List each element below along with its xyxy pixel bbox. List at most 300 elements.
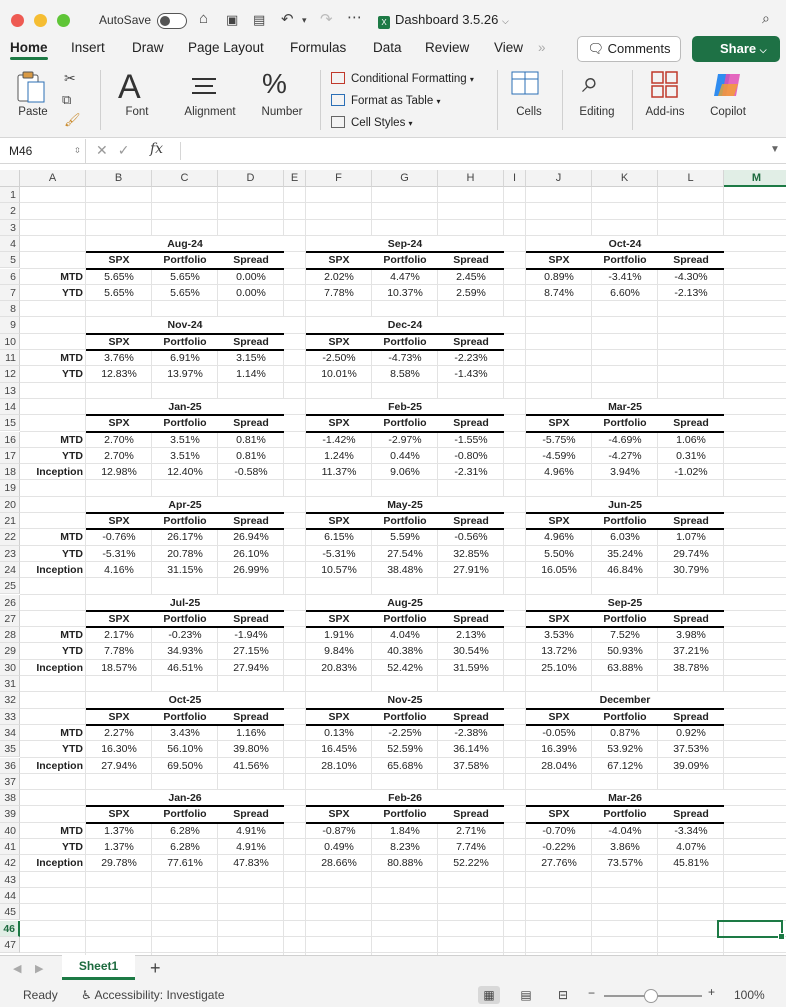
- row-header[interactable]: 39: [0, 806, 20, 822]
- tab-formulas[interactable]: Formulas: [290, 40, 347, 55]
- cell-value[interactable]: 26.99%: [233, 563, 269, 576]
- row-header[interactable]: 20: [0, 497, 20, 513]
- cell-value[interactable]: 0.13%: [324, 726, 354, 739]
- copilot-button[interactable]: [700, 64, 756, 138]
- cell-value[interactable]: -4.04%: [608, 824, 642, 837]
- page-layout-view-button[interactable]: ▤: [520, 988, 532, 1002]
- cell-value[interactable]: -2.38%: [454, 726, 488, 739]
- cell-value[interactable]: 38.78%: [673, 661, 709, 674]
- row-label-inception: Inception: [36, 661, 83, 674]
- cell-value[interactable]: 27.91%: [453, 563, 489, 576]
- cell-value[interactable]: 39.09%: [673, 759, 709, 772]
- cell-value[interactable]: -4.73%: [388, 352, 422, 364]
- cell-value[interactable]: 69.50%: [167, 759, 203, 772]
- cell-value[interactable]: 26.94%: [233, 531, 269, 544]
- row-header[interactable]: 3: [0, 220, 20, 236]
- cell-value[interactable]: 0.81%: [236, 449, 266, 462]
- cell-value[interactable]: 4.47%: [390, 270, 420, 283]
- cell-value[interactable]: 26.17%: [167, 531, 203, 544]
- cell-value[interactable]: -5.31%: [322, 547, 356, 560]
- font-button[interactable]: [108, 64, 166, 138]
- cell-value[interactable]: -2.23%: [454, 352, 488, 364]
- row-header[interactable]: 38: [0, 790, 20, 806]
- cell-value[interactable]: 1.24%: [324, 449, 354, 462]
- cell-value[interactable]: 41.56%: [233, 759, 269, 772]
- cell-value[interactable]: 5.65%: [104, 270, 134, 283]
- tab-review[interactable]: Review: [425, 40, 470, 55]
- cell-value[interactable]: 27.94%: [233, 661, 269, 674]
- cell-value[interactable]: 2.45%: [456, 270, 486, 283]
- cell-value[interactable]: -1.94%: [234, 629, 268, 642]
- cell-value[interactable]: -0.87%: [322, 824, 356, 837]
- cell-value[interactable]: 10.57%: [321, 563, 357, 576]
- cell-value[interactable]: 3.43%: [170, 726, 200, 739]
- row-header[interactable]: 31: [0, 676, 20, 692]
- cell-value[interactable]: 36.14%: [453, 743, 489, 756]
- cell-value[interactable]: -2.13%: [674, 286, 708, 299]
- cell-value[interactable]: 31.59%: [453, 661, 489, 674]
- cell-value[interactable]: 16.45%: [321, 743, 357, 756]
- cell-value[interactable]: 50.93%: [607, 645, 643, 658]
- accessibility-status[interactable]: [81, 988, 225, 1002]
- cell-value[interactable]: 18.57%: [101, 661, 137, 674]
- cell-value[interactable]: 80.88%: [387, 857, 423, 870]
- formula-input[interactable]: [180, 142, 764, 160]
- zoom-window-button[interactable]: [57, 14, 70, 27]
- editing-button[interactable]: [568, 64, 626, 138]
- column-label: Spread: [218, 806, 284, 822]
- column-label: Portfolio: [152, 252, 218, 268]
- cell-value[interactable]: 1.06%: [676, 433, 706, 446]
- cell-value[interactable]: 5.65%: [104, 286, 134, 299]
- cell-value[interactable]: 6.15%: [324, 531, 354, 544]
- column-header[interactable]: F: [306, 170, 372, 187]
- cell-value[interactable]: 0.00%: [236, 270, 266, 283]
- row-header[interactable]: 6: [0, 269, 20, 285]
- cell-value[interactable]: -4.59%: [542, 449, 576, 462]
- zoom-in-button[interactable]: +: [708, 985, 716, 999]
- cell-value[interactable]: 0.49%: [324, 841, 354, 853]
- row-header[interactable]: 19: [0, 480, 20, 496]
- column-header[interactable]: K: [592, 170, 658, 187]
- cell-value[interactable]: 28.10%: [321, 759, 357, 772]
- cell-value[interactable]: -4.27%: [608, 449, 642, 462]
- cell-value[interactable]: -1.55%: [454, 433, 488, 446]
- number-button[interactable]: [254, 64, 310, 138]
- column-header[interactable]: L: [658, 170, 724, 187]
- cell-value[interactable]: 7.78%: [324, 286, 354, 299]
- cell-value[interactable]: 8.23%: [390, 841, 420, 853]
- cell-value[interactable]: 10.01%: [321, 368, 357, 381]
- page-break-view-button[interactable]: ⊟: [557, 988, 569, 1002]
- cell-value[interactable]: 3.51%: [170, 449, 200, 462]
- row-header[interactable]: 27: [0, 611, 20, 627]
- comments-button[interactable]: [577, 36, 681, 62]
- cell-value[interactable]: 37.21%: [673, 645, 709, 658]
- column-header[interactable]: M: [724, 170, 786, 187]
- cell-value[interactable]: 13.97%: [167, 368, 203, 381]
- cell-value[interactable]: 0.87%: [610, 726, 640, 739]
- cell-value[interactable]: 3.98%: [676, 629, 706, 642]
- cell-value[interactable]: -5.75%: [542, 433, 576, 446]
- selected-cell[interactable]: [717, 920, 783, 938]
- cell-styles-button[interactable]: [331, 116, 413, 129]
- cell-value[interactable]: 6.91%: [170, 352, 200, 364]
- cell-value[interactable]: 40.38%: [387, 645, 423, 658]
- row-header[interactable]: 40: [0, 823, 20, 839]
- row-header[interactable]: 5: [0, 252, 20, 268]
- tab-insert[interactable]: Insert: [71, 40, 105, 55]
- row-header[interactable]: 46: [0, 921, 20, 937]
- expand-formula-icon[interactable]: ▼: [770, 144, 780, 155]
- row-header[interactable]: 17: [0, 448, 20, 464]
- cell-value[interactable]: 52.42%: [387, 661, 423, 674]
- tab-view[interactable]: View: [494, 40, 524, 55]
- cell-value[interactable]: 7.78%: [104, 645, 134, 658]
- format-painter-icon[interactable]: 🖌: [64, 112, 81, 127]
- confirm-icon[interactable]: ✓: [117, 142, 140, 158]
- cell-value[interactable]: 28.04%: [541, 759, 577, 772]
- document-title[interactable]: [378, 12, 509, 29]
- row-header[interactable]: 47: [0, 937, 20, 953]
- cell-value[interactable]: 1.37%: [104, 824, 134, 837]
- copy-icon[interactable]: ⧉: [62, 92, 72, 107]
- cell-value[interactable]: 8.74%: [544, 286, 574, 299]
- row-header[interactable]: 21: [0, 513, 20, 529]
- column-header[interactable]: D: [218, 170, 284, 187]
- cell-value[interactable]: 8.58%: [390, 368, 420, 381]
- row-header[interactable]: 18: [0, 464, 20, 480]
- column-label: SPX: [306, 513, 372, 529]
- cell-value[interactable]: 0.31%: [676, 449, 706, 462]
- cut-icon[interactable]: ✂: [64, 70, 76, 86]
- cell-value[interactable]: 12.98%: [101, 466, 137, 479]
- cell-value[interactable]: -2.25%: [388, 726, 422, 739]
- row-header[interactable]: 7: [0, 285, 20, 301]
- next-sheet-icon[interactable]: ▶: [35, 963, 44, 975]
- header-top-border: [526, 805, 724, 807]
- cell-value[interactable]: 52.59%: [387, 743, 423, 756]
- cell-value[interactable]: 2.13%: [456, 629, 486, 642]
- cell-value[interactable]: -0.70%: [542, 824, 576, 837]
- cell-value[interactable]: 7.74%: [456, 841, 486, 853]
- row-header[interactable]: 26: [0, 595, 20, 611]
- cell-value[interactable]: -4.69%: [608, 433, 642, 446]
- cell-value[interactable]: -5.31%: [102, 547, 136, 560]
- paste-button[interactable]: [8, 64, 58, 138]
- row-header[interactable]: 42: [0, 855, 20, 871]
- cell-value[interactable]: -4.30%: [674, 270, 708, 283]
- row-header[interactable]: 37: [0, 774, 20, 790]
- cell-value[interactable]: 2.70%: [104, 433, 134, 446]
- cancel-icon[interactable]: ✕: [96, 142, 118, 158]
- cell-value[interactable]: 3.51%: [170, 433, 200, 446]
- cell-value[interactable]: 0.89%: [544, 270, 574, 283]
- row-header[interactable]: 35: [0, 741, 20, 757]
- block-title: Mar-25: [526, 399, 724, 415]
- cell-value[interactable]: 4.04%: [390, 629, 420, 642]
- cell-value[interactable]: 65.68%: [387, 759, 423, 772]
- column-header[interactable]: I: [504, 170, 526, 187]
- cell-value[interactable]: 3.15%: [236, 352, 266, 364]
- cell-value[interactable]: 37.53%: [673, 743, 709, 756]
- row-header[interactable]: 14: [0, 399, 20, 415]
- row-header[interactable]: 2: [0, 203, 20, 219]
- insert-function-button[interactable]: fx: [150, 141, 164, 157]
- cell-value[interactable]: -2.97%: [388, 433, 422, 446]
- select-all-corner[interactable]: [0, 170, 20, 187]
- home-icon[interactable]: ⌂: [199, 10, 209, 27]
- row-header[interactable]: 45: [0, 904, 20, 920]
- cell-value[interactable]: -0.05%: [542, 726, 576, 739]
- cell-value[interactable]: -1.02%: [674, 466, 708, 479]
- row-header[interactable]: 1: [0, 187, 20, 203]
- search-icon[interactable]: ⌕: [762, 10, 770, 26]
- cell-value[interactable]: 4.96%: [544, 466, 574, 479]
- save-as-icon[interactable]: ▤: [253, 12, 266, 27]
- column-label: Portfolio: [152, 334, 218, 350]
- cell-value[interactable]: 47.83%: [233, 857, 269, 870]
- row-header[interactable]: 8: [0, 301, 20, 317]
- cell-value[interactable]: 16.39%: [541, 743, 577, 756]
- cell-value[interactable]: 6.28%: [170, 841, 200, 853]
- cell-value[interactable]: 3.94%: [610, 466, 640, 479]
- cell-value[interactable]: 77.61%: [167, 857, 203, 870]
- cell-value[interactable]: 16.30%: [101, 743, 137, 756]
- cell-value[interactable]: 3.76%: [104, 352, 134, 364]
- row-header[interactable]: 12: [0, 366, 20, 382]
- prev-sheet-icon[interactable]: ◀: [13, 963, 22, 975]
- cell-value[interactable]: 9.84%: [324, 645, 354, 658]
- cell-value[interactable]: 2.17%: [104, 629, 134, 642]
- cell-value[interactable]: 38.48%: [387, 563, 423, 576]
- row-header[interactable]: 25: [0, 578, 20, 594]
- row-header[interactable]: 13: [0, 383, 20, 399]
- cell-value[interactable]: 3.53%: [544, 629, 574, 642]
- row-header[interactable]: 11: [0, 350, 20, 366]
- row-header[interactable]: 30: [0, 660, 20, 676]
- cell-value[interactable]: 26.10%: [233, 547, 269, 560]
- cell-value[interactable]: 5.59%: [390, 531, 420, 544]
- cell-value[interactable]: 1.84%: [390, 824, 420, 837]
- cell-value[interactable]: 46.84%: [607, 563, 643, 576]
- cell-value[interactable]: 6.28%: [170, 824, 200, 837]
- row-label-inception: Inception: [36, 466, 83, 479]
- cell-value[interactable]: 1.91%: [324, 629, 354, 642]
- cell-value[interactable]: -1.42%: [322, 433, 356, 446]
- cell-value[interactable]: 35.24%: [607, 547, 643, 560]
- spreadsheet-grid[interactable]: [0, 170, 786, 955]
- cell-value[interactable]: 27.76%: [541, 857, 577, 870]
- cell-value[interactable]: 0.00%: [236, 286, 266, 299]
- cell-value[interactable]: 28.66%: [321, 857, 357, 870]
- tab-data[interactable]: Data: [373, 40, 402, 55]
- cell-value[interactable]: -0.58%: [234, 466, 268, 479]
- cell-value[interactable]: -0.22%: [542, 841, 576, 853]
- column-label: Portfolio: [592, 513, 658, 529]
- cell-value[interactable]: 1.07%: [676, 531, 706, 544]
- tab-home[interactable]: Home: [10, 40, 48, 55]
- cell-value[interactable]: -3.41%: [608, 270, 642, 283]
- cell-value[interactable]: 6.60%: [610, 286, 640, 299]
- cell-value[interactable]: 31.15%: [167, 563, 203, 576]
- row-header[interactable]: 43: [0, 872, 20, 888]
- cell-value[interactable]: 37.58%: [453, 759, 489, 772]
- column-label: Spread: [658, 709, 724, 725]
- cell-value[interactable]: 20.78%: [167, 547, 203, 560]
- cell-value[interactable]: 0.44%: [390, 449, 420, 462]
- normal-view-button[interactable]: ▦: [478, 986, 500, 1004]
- column-label: SPX: [86, 806, 152, 822]
- cell-value[interactable]: 27.54%: [387, 547, 423, 560]
- cell-value[interactable]: -2.31%: [454, 466, 488, 479]
- cell-value[interactable]: 0.92%: [676, 726, 706, 739]
- cell-value[interactable]: 1.16%: [236, 726, 266, 739]
- cell-value[interactable]: -1.43%: [454, 368, 488, 381]
- cell-value[interactable]: 46.51%: [167, 661, 203, 674]
- cell-value[interactable]: 30.79%: [673, 563, 709, 576]
- more-icon[interactable]: ⋯: [347, 9, 362, 26]
- row-header[interactable]: 24: [0, 562, 20, 578]
- cell-value[interactable]: 1.37%: [104, 841, 134, 853]
- cell-value[interactable]: 16.05%: [541, 563, 577, 576]
- row-header[interactable]: 33: [0, 709, 20, 725]
- row-header[interactable]: 28: [0, 627, 20, 643]
- close-window-button[interactable]: [11, 14, 24, 27]
- cell-value[interactable]: 5.65%: [170, 286, 200, 299]
- column-header[interactable]: B: [86, 170, 152, 187]
- cell-value[interactable]: -0.76%: [102, 531, 136, 544]
- alignment-button[interactable]: [178, 64, 242, 138]
- cell-value[interactable]: 29.78%: [101, 857, 137, 870]
- cell-value[interactable]: 27.15%: [233, 645, 269, 658]
- add-sheet-button[interactable]: +: [150, 958, 161, 978]
- row-header[interactable]: 23: [0, 546, 20, 562]
- cell-value[interactable]: 56.10%: [167, 743, 203, 756]
- row-header[interactable]: 10: [0, 334, 20, 350]
- cell-value[interactable]: 4.91%: [236, 841, 266, 853]
- cell-value[interactable]: 53.92%: [607, 743, 643, 756]
- cell-value[interactable]: 32.85%: [453, 547, 489, 560]
- cell-value[interactable]: 5.65%: [170, 270, 200, 283]
- cell-value[interactable]: 4.91%: [236, 824, 266, 837]
- tab-draw[interactable]: Draw: [132, 40, 164, 55]
- cell-value[interactable]: 12.40%: [167, 466, 203, 479]
- cell-value[interactable]: 3.86%: [610, 841, 640, 853]
- cell-value[interactable]: 4.07%: [676, 841, 706, 853]
- cell-value[interactable]: 27.94%: [101, 759, 137, 772]
- cell-value[interactable]: 67.12%: [607, 759, 643, 772]
- cell-value[interactable]: -3.34%: [674, 824, 708, 837]
- share-button[interactable]: [692, 36, 780, 62]
- chevron-down-icon: ▾: [469, 75, 474, 84]
- block-title: Sep-24: [306, 236, 504, 252]
- cell-value[interactable]: 30.54%: [453, 645, 489, 658]
- title-bar: [0, 0, 786, 40]
- cells-button[interactable]: [502, 64, 556, 138]
- column-label: SPX: [86, 415, 152, 431]
- column-header[interactable]: C: [152, 170, 218, 187]
- cell-value[interactable]: 0.81%: [236, 433, 266, 446]
- cell-value[interactable]: 13.72%: [541, 645, 577, 658]
- cell-value[interactable]: 2.59%: [456, 286, 486, 299]
- column-header[interactable]: G: [372, 170, 438, 187]
- name-box[interactable]: [0, 139, 86, 163]
- column-header[interactable]: E: [284, 170, 306, 187]
- row-header[interactable]: 44: [0, 888, 20, 904]
- more-tabs-icon[interactable]: »: [538, 40, 546, 55]
- cell-value[interactable]: 73.57%: [607, 857, 643, 870]
- tab-page-layout[interactable]: Page Layout: [188, 40, 264, 55]
- row-header[interactable]: 22: [0, 529, 20, 545]
- row-header[interactable]: 15: [0, 415, 20, 431]
- row-header[interactable]: 4: [0, 236, 20, 252]
- cell-value[interactable]: 34.93%: [167, 645, 203, 658]
- add-ins-button[interactable]: [638, 64, 692, 138]
- cell-value[interactable]: 39.80%: [233, 743, 269, 756]
- cell-value[interactable]: 52.22%: [453, 857, 489, 870]
- column-header[interactable]: J: [526, 170, 592, 187]
- cell-value[interactable]: 10.37%: [387, 286, 423, 299]
- cell-value[interactable]: 2.70%: [104, 449, 134, 462]
- cell-value[interactable]: 4.96%: [544, 531, 574, 544]
- number-label: Number: [261, 106, 303, 118]
- cell-value[interactable]: 4.16%: [104, 563, 134, 576]
- row-header[interactable]: 9: [0, 317, 20, 333]
- undo-icon[interactable]: ↶: [281, 11, 294, 28]
- cell-value[interactable]: 20.83%: [321, 661, 357, 674]
- cell-value[interactable]: -2.50%: [322, 352, 356, 364]
- cell-value[interactable]: 45.81%: [673, 857, 709, 870]
- redo-icon[interactable]: ↷: [320, 11, 333, 28]
- zoom-slider-handle[interactable]: [644, 989, 658, 1003]
- cell-value[interactable]: -0.56%: [454, 531, 488, 544]
- cell-value[interactable]: 11.37%: [321, 466, 357, 479]
- format-as-table-button[interactable]: [331, 94, 440, 107]
- save-icon[interactable]: ▣: [226, 12, 239, 27]
- cell-value[interactable]: -0.80%: [454, 449, 488, 462]
- row-header[interactable]: 29: [0, 643, 20, 659]
- cell-value[interactable]: 2.02%: [324, 270, 354, 283]
- column-header[interactable]: H: [438, 170, 504, 187]
- row-header[interactable]: 32: [0, 692, 20, 708]
- cell-value[interactable]: 29.74%: [673, 547, 709, 560]
- conditional-formatting-button[interactable]: [331, 72, 474, 85]
- cell-value[interactable]: 2.27%: [104, 726, 134, 739]
- cell-value[interactable]: 2.71%: [456, 824, 486, 837]
- cell-value[interactable]: -0.23%: [168, 629, 202, 642]
- autosave-toggle[interactable]: [157, 13, 187, 29]
- row-header[interactable]: 36: [0, 758, 20, 774]
- column-header[interactable]: A: [20, 170, 86, 187]
- row-header[interactable]: 34: [0, 725, 20, 741]
- sheet-tab[interactable]: Sheet1: [62, 955, 135, 980]
- cell-value[interactable]: 25.10%: [541, 661, 577, 674]
- cell-value[interactable]: 12.83%: [101, 368, 137, 381]
- cell-value[interactable]: 6.03%: [610, 531, 640, 544]
- undo-dropdown-icon[interactable]: ▾: [302, 15, 307, 25]
- cell-value[interactable]: 9.06%: [390, 466, 420, 479]
- column-label: Spread: [438, 513, 504, 529]
- cell-value[interactable]: 1.14%: [236, 368, 266, 381]
- cell-value[interactable]: 63.88%: [607, 661, 643, 674]
- row-header[interactable]: 16: [0, 432, 20, 448]
- zoom-out-button[interactable]: −: [588, 986, 596, 1000]
- row-header[interactable]: 41: [0, 839, 20, 855]
- cell-value[interactable]: 7.52%: [610, 629, 640, 642]
- minimize-window-button[interactable]: [34, 14, 47, 27]
- cell-value[interactable]: 5.50%: [544, 547, 574, 560]
